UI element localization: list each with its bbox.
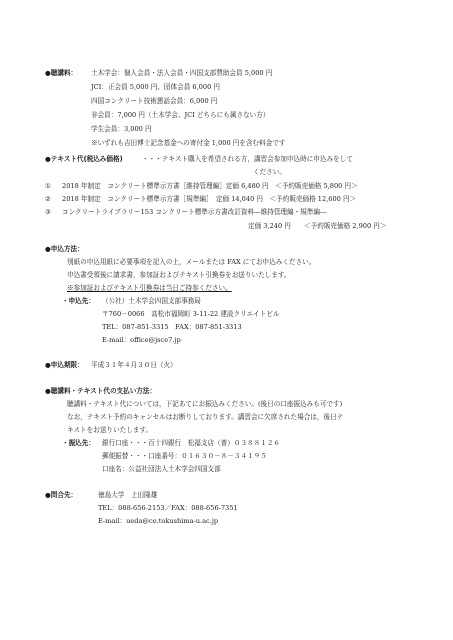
fee-row: 四国コンクリート技術懇話会員：6,000 円 bbox=[91, 97, 218, 105]
fee-row: 非会員：7,000 円（土木学会、JCI どちらにも属さない方） bbox=[91, 111, 270, 119]
payment-line: キストをお送りいたします。 bbox=[67, 426, 153, 434]
application-org: （公社）土木学会四国支部事務局 bbox=[102, 297, 201, 305]
application-telfax: TEL：087-851-3315 FAX：087-851-3313 bbox=[102, 323, 242, 331]
application-line: 別紙の申込用紙に必要事項を記入の上，メールまたは FAX にてお申込みください。 bbox=[67, 258, 316, 266]
textbook-item: 2018 年制定 コンクリート標準示方書［規準編］ 定価 14,040 円 ＜予約販売価格 12,600 円＞ bbox=[62, 195, 357, 203]
payment-to-label: ・振込先： bbox=[62, 439, 95, 447]
contact-email: E-mail：ueda@ce.tokushima-u.ac.jp bbox=[98, 517, 219, 525]
fee-row: JCI：正会員 5,000 円、団体会員 6,000 円 bbox=[91, 83, 220, 91]
deadline-value: 平成３１年４月３０日（火） bbox=[91, 361, 177, 369]
deadline-heading: ●申込期限： bbox=[45, 361, 84, 369]
payment-holder: 口座名：公益社団法人土木学会四国支部 bbox=[102, 465, 221, 473]
textbook-item: コンクリートライブラリー153 コンクリート標準示方書改訂資料―維持管理編・規準編― bbox=[62, 208, 327, 216]
payment-bank: 銀行口座・・・百十四銀行 松福支店（普）０３８８１２６ bbox=[102, 439, 281, 447]
textbook-item-number: ② bbox=[45, 195, 51, 203]
textbooks-heading: ●テキスト代(税込み価格) bbox=[45, 155, 123, 163]
payment-heading: ●聴講料・テキスト代の支払い方法： bbox=[45, 387, 157, 395]
textbook-item-price: 定価 3,240 円 ＜予約販売価格 2,900 円＞ bbox=[248, 222, 387, 230]
application-line: 申込書受領後に請求書，参加証およびテキスト引換券をお送りいたします。 bbox=[67, 271, 291, 279]
fee-row: 土木学会：個人会員・法人会員・四国支部賛助会員 5,000 円 bbox=[91, 69, 273, 77]
fee-note: ※いずれも吉田博士記念基金への寄付金 1,000 円を含む料金です bbox=[91, 139, 286, 147]
fee-row: 学生会員：3,000 円 bbox=[91, 125, 152, 133]
application-to-label: ・申込先： bbox=[62, 297, 95, 305]
textbook-item-number: ① bbox=[45, 182, 51, 190]
contact-heading: ●問合先： bbox=[45, 491, 78, 499]
contact-name: 徳島大学 上田隆雄 bbox=[98, 491, 158, 499]
textbooks-intro-cont: ください。 bbox=[253, 168, 286, 176]
application-address: 〒760－0066 高松市福岡町 3-11-22 建設クリエイトビル bbox=[102, 310, 280, 318]
textbook-item: 2018 年制定 コンクリート標準示方書［維持管理編］定価 6,480 円 ＜予約販売価格 5,800 円＞ bbox=[62, 182, 358, 190]
textbook-item-number: ③ bbox=[45, 208, 51, 216]
application-heading: ●申込方法： bbox=[45, 245, 84, 253]
application-note: ※参加証およびテキスト引換券は当日ご持参ください。 bbox=[67, 284, 232, 292]
payment-line: なお，テキスト予約のキャンセルはお断りしております。講習会に欠席された場合は，後日テ bbox=[67, 413, 344, 421]
payment-postal: 郵便振替・・・口座番号：０１６３０－８－３４１９５ bbox=[102, 452, 267, 460]
fees-heading: ●聴講料： bbox=[45, 69, 78, 77]
textbooks-intro: ・・・テキスト購入を希望される方，講習会参加申込時に申込みをして bbox=[142, 155, 353, 163]
application-email: E-mail：office@jsce7.jp bbox=[102, 336, 181, 344]
payment-line: 聴講料・テキスト代については，下記あてにお振込みください。(後日の口座振込みも可です) bbox=[67, 400, 343, 408]
contact-telfax: TEL：088-656-2153／FAX：088-656-7351 bbox=[98, 504, 238, 512]
